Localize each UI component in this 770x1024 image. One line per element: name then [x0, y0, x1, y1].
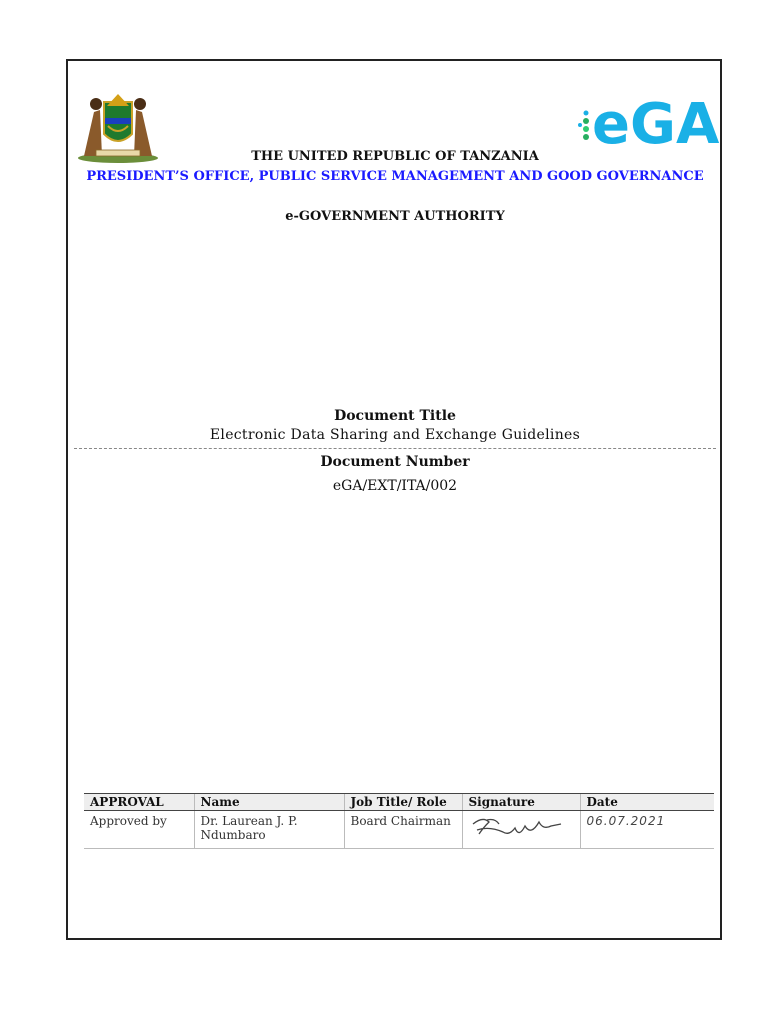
approval-table	[84, 793, 714, 849]
document-title-value: Electronic Data Sharing and Exchange Guidelines	[209, 427, 581, 443]
approval-header-row	[84, 794, 714, 811]
header-signature: Signature	[462, 794, 580, 811]
authority-heading: e-GOVERNMENT AUTHORITY	[285, 209, 505, 224]
approval-date-text: 06.07.2021	[586, 814, 666, 828]
ega-logo	[574, 83, 720, 153]
header-job-title: Job Title/ Role	[344, 794, 462, 811]
ega-logo-text: eGA	[592, 92, 720, 153]
approval-type: Approved by	[84, 811, 194, 849]
signature-image	[469, 814, 569, 842]
document-title-label: Document Title	[334, 408, 456, 424]
approver-name: Dr. Laurean J. P. Ndumbaro	[194, 811, 344, 849]
office-heading: PRESIDENT’S OFFICE, PUBLIC SERVICE MANAGEMENT AND GOOD GOVERNANCE	[86, 169, 704, 184]
approval-date	[580, 811, 714, 849]
header-date: Date	[580, 794, 714, 811]
document-number-value: eGA/EXT/ITA/002	[332, 478, 458, 494]
table-row	[84, 811, 714, 849]
document-number-label: Document Number	[320, 454, 470, 470]
approver-role: Board Chairman	[344, 811, 462, 849]
header-name: Name	[194, 794, 344, 811]
divider	[74, 448, 716, 449]
signature-cell	[462, 811, 580, 849]
header-approval: APPROVAL	[84, 794, 194, 811]
country-heading: THE UNITED REPUBLIC OF TANZANIA	[251, 149, 539, 164]
